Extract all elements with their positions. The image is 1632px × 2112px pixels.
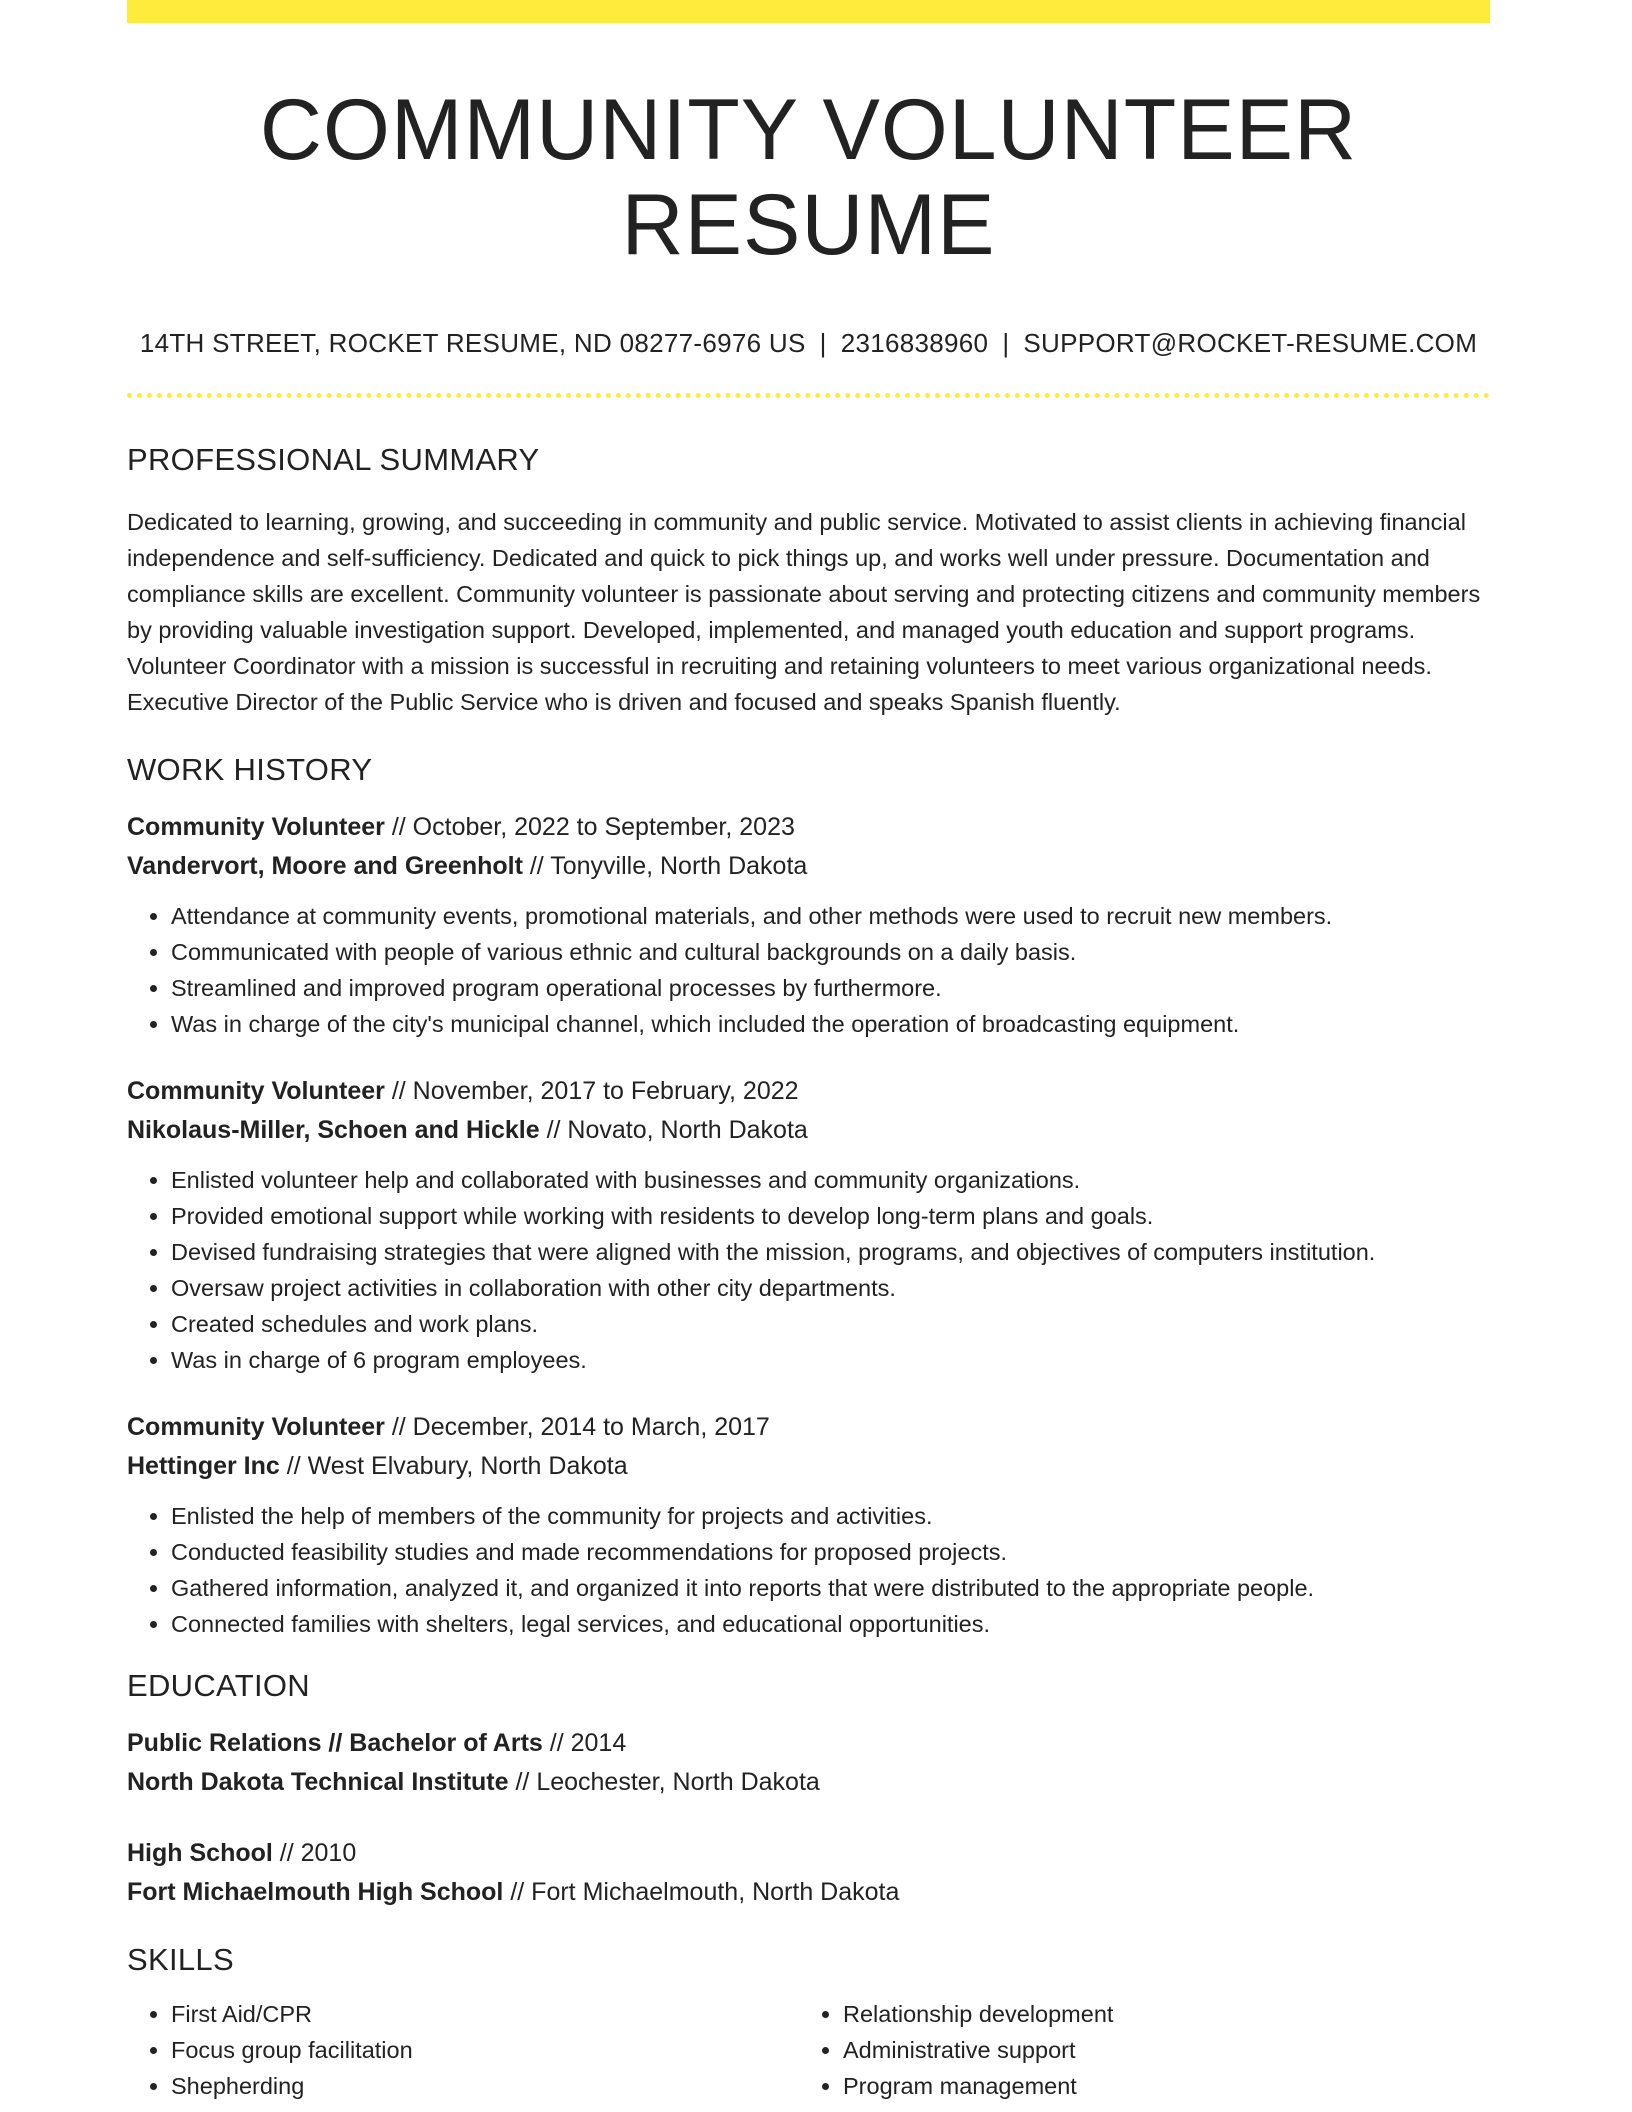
job-bullets [127,898,1490,1042]
list-item: • Conducted feasibility studies and made recommendations for proposed projects. [171,1534,1490,1570]
list-item: • Relationship development [843,1996,1471,2032]
job-location: // Novato, North Dakota [539,1116,808,1145]
job-dates: // December, 2014 to March, 2017 [384,1413,770,1442]
list-item: • Administrative support [843,2032,1471,2068]
list-item: • Streamlined and improved program operational processes by furthermore. [171,970,1490,1006]
contact-email: SUPPORT@ROCKET-RESUME.COM [1023,328,1478,359]
list-item: • Program management [843,2068,1471,2104]
list-item: • Connected families with shelters, legal services, and educational opportunities. [171,1606,1490,1642]
list-item: • Shepherding [171,2068,799,2104]
job-title-line [127,808,1490,847]
job-company: Hettinger Inc [127,1452,280,1481]
list-item: • First Aid/CPR [171,1996,799,2032]
skills-column-right [799,1996,1471,2104]
job-bullets [127,1162,1490,1378]
job-dates: // October, 2022 to September, 2023 [384,813,795,842]
list-item: • Enlisted the help of members of the community for projects and activities. [171,1498,1490,1534]
education-entry [127,1724,1490,1802]
school-location: // Leochester, North Dakota [508,1768,820,1797]
dotted-divider [127,393,1490,398]
job-company-line [127,1111,1490,1150]
job-company-line [127,847,1490,886]
contact-phone: 2316838960 [840,328,989,359]
job-title: Community Volunteer [127,1413,385,1442]
list-item: • Created schedules and work plans. [171,1306,1490,1342]
list-item: • Communicated with people of various ethnic and cultural backgrounds on a daily basis. [171,934,1490,970]
degree-year: // 2010 [272,1839,357,1868]
list-item: • Provided emotional support while working with residents to develop long-term plans and goals. [171,1198,1490,1234]
contact-separator: | [1002,328,1010,359]
education-entry [127,1834,1490,1912]
resume-title: COMMUNITY VOLUNTEER RESUME [259,82,1358,273]
contact-line [127,328,1490,359]
job-title-line [127,1072,1490,1111]
job-entry [127,1072,1490,1378]
resume-page [127,0,1490,2104]
job-company-line [127,1447,1490,1486]
list-item: • Focus group facilitation [171,2032,799,2068]
degree-line [127,1724,1490,1763]
education-heading: EDUCATION [127,1668,310,1704]
job-company: Vandervort, Moore and Greenholt [127,852,523,881]
job-company: Nikolaus-Miller, Schoen and Hickle [127,1116,540,1145]
job-dates: // November, 2017 to February, 2022 [384,1077,799,1106]
school-line [127,1763,1490,1802]
job-title: Community Volunteer [127,813,385,842]
list-item: • Oversaw project activities in collaboration with other city departments. [171,1270,1490,1306]
skills-heading: SKILLS [127,1942,234,1978]
degree-line [127,1834,1490,1873]
education-list [127,1724,1490,1912]
job-title-line [127,1408,1490,1447]
job-title: Community Volunteer [127,1077,385,1106]
school: Fort Michaelmouth High School [127,1878,504,1907]
job-entry [127,1408,1490,1642]
skills-list [127,1996,1490,2104]
job-location: // West Elvabury, North Dakota [279,1452,628,1481]
school: North Dakota Technical Institute [127,1768,509,1797]
list-item: • Was in charge of the city's municipal channel, which included the operation of broadcasting equipment. [171,1006,1490,1042]
job-entry [127,808,1490,1042]
school-location: // Fort Michaelmouth, North Dakota [503,1878,900,1907]
work-history-heading: WORK HISTORY [127,752,373,788]
degree: High School [127,1839,273,1868]
degree: Public Relations // Bachelor of Arts [127,1729,543,1758]
job-bullets [127,1498,1490,1642]
contact-separator: | [819,328,827,359]
work-history-list [127,808,1490,1642]
summary-heading: PROFESSIONAL SUMMARY [127,442,540,478]
list-item: • Enlisted volunteer help and collaborated with businesses and community organizations. [171,1162,1490,1198]
list-item: • Devised fundraising strategies that were aligned with the mission, programs, and objectives of computers institution. [171,1234,1490,1270]
top-accent-bar [127,0,1490,23]
contact-address: 14TH STREET, ROCKET RESUME, ND 08277-6976 US [139,328,806,359]
school-line [127,1873,1490,1912]
list-item: • Attendance at community events, promotional materials, and other methods were used to recruit new members. [171,898,1490,934]
skills-column-left [127,1996,799,2104]
job-location: // Tonyville, North Dakota [522,852,808,881]
degree-year: // 2014 [542,1729,627,1758]
list-item: • Was in charge of 6 program employees. [171,1342,1490,1378]
list-item: • Gathered information, analyzed it, and organized it into reports that were distributed to the appropriate people. [171,1570,1490,1606]
summary-text: Dedicated to learning, growing, and succeeding in community and public service. Motivated to assist clients in achieving financial independence and self-sufficiency. Dedicated and quick to pick things up, and works well under pressure. Documentation and compliance skills are excellent. Community volunteer is passionate about serving and protecting citizens and community members by providing valuable investigation support. Developed, implemented, and managed youth education and support programs. Volunteer Coordinator with a mission is successful in recruiting and retaining volunteers to meet various organizational needs. Executive Director of the Public Service who is driven and focused and speaks Spanish fluently. [127,509,1481,716]
